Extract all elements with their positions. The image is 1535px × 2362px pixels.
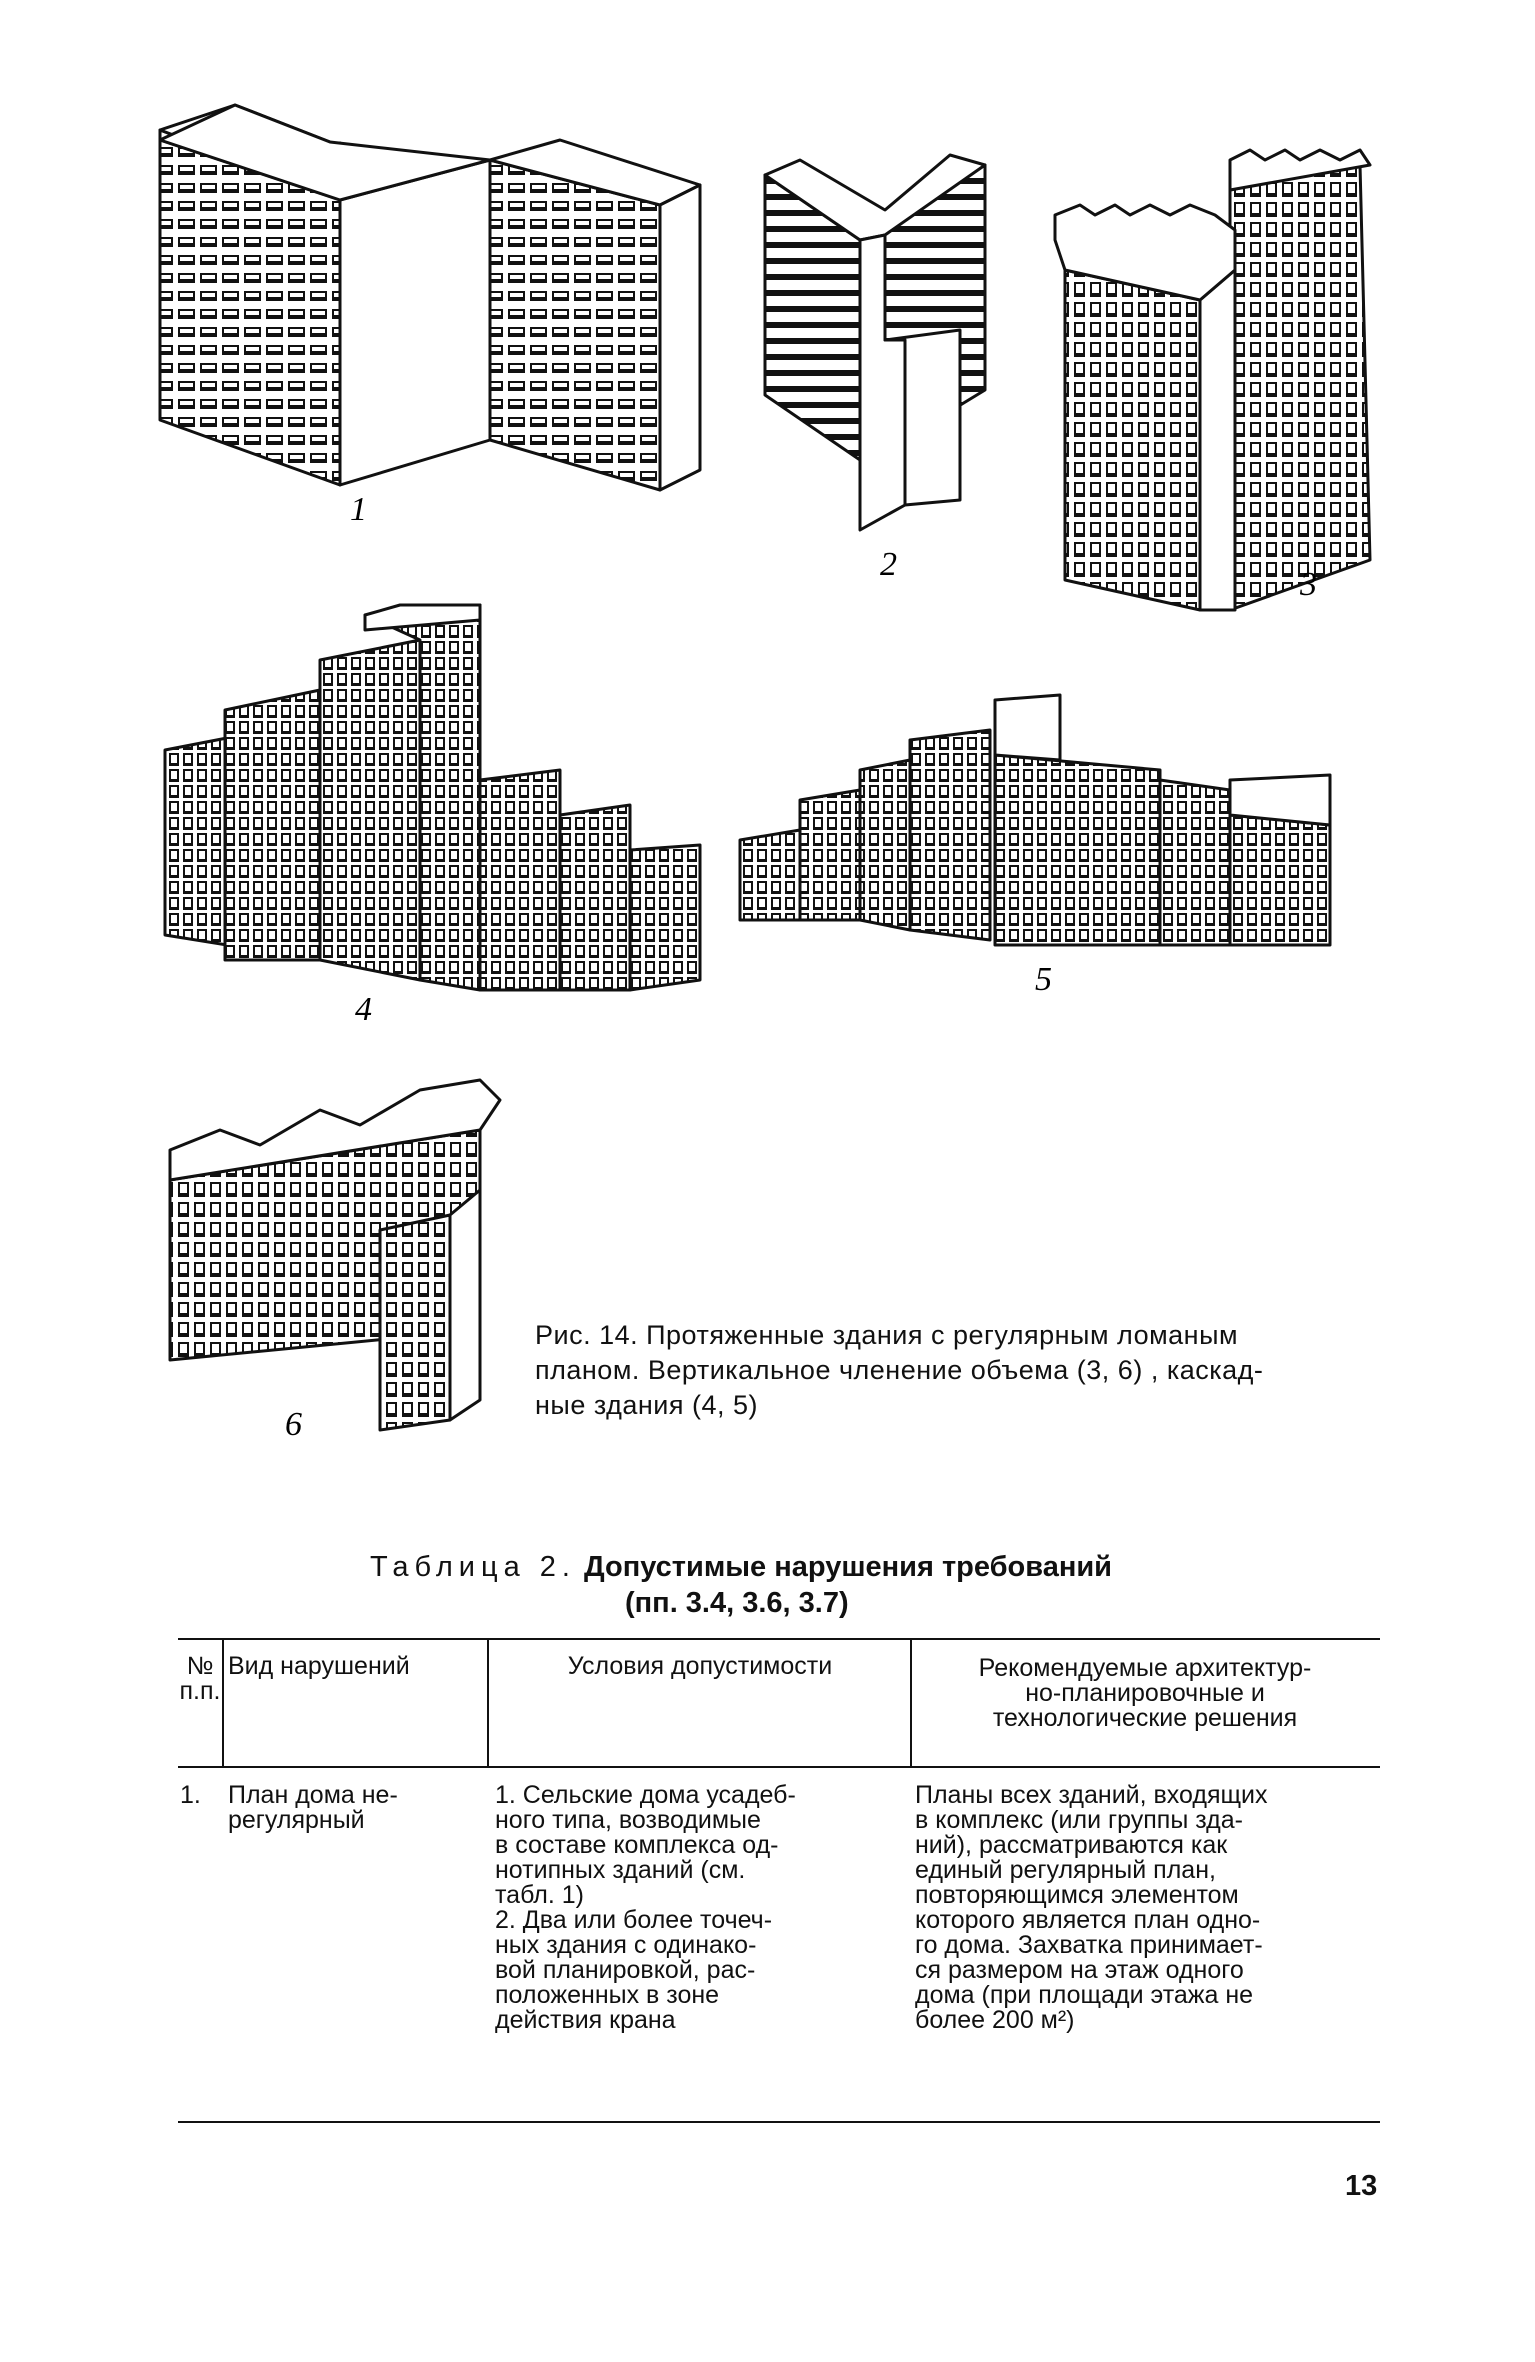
table-header-rule [178, 1766, 1380, 1768]
cell-line: ного типа, возводимые [495, 1806, 761, 1834]
cell-line: ся размером на этаж одного [915, 1956, 1244, 1984]
building-3-drawing [1055, 150, 1370, 610]
building-6-drawing [170, 1080, 500, 1430]
figure-label-1: 1 [350, 491, 367, 528]
table-refs: (пп. 3.4, 3.6, 3.7) [625, 1587, 849, 1619]
cell-line: 2. Два или более точеч- [495, 1906, 773, 1934]
column-divider [222, 1640, 224, 1766]
caption-line: ные здания (4, 5) [535, 1390, 759, 1420]
header-line: Условия допустимости [567, 1652, 833, 1680]
table-bottom-rule [178, 2121, 1380, 2123]
header-line: Вид нарушений [228, 1652, 410, 1680]
cell-line: единый регулярный план, [915, 1856, 1216, 1884]
building-5-drawing [740, 695, 1330, 945]
header-conditions [495, 1654, 905, 1679]
building-4-drawing [165, 605, 700, 990]
cell-line: 1. Сельские дома усадеб- [495, 1781, 796, 1809]
row-type [228, 1783, 483, 1833]
header-type [228, 1654, 483, 1679]
table-top-rule [178, 1638, 1380, 1640]
header-line: № [186, 1652, 214, 1680]
row-conditions [495, 1783, 905, 2033]
cell-line: положенных в зоне [495, 1981, 720, 2009]
building-1-drawing [160, 105, 700, 490]
table-title [370, 1550, 1112, 1619]
caption-line: Рис. 14. Протяженные здания с регулярным ломаным [535, 1320, 1239, 1350]
figure-label-3: 3 [1300, 566, 1317, 603]
header-line: технологические решения [992, 1704, 1298, 1732]
figure-label-6: 6 [285, 1406, 302, 1443]
header-line: но-планировочные и [1025, 1679, 1265, 1707]
cell-line: регулярный [228, 1806, 365, 1834]
cell-line: Планы всех зданий, входящих [915, 1781, 1268, 1809]
caption-line: планом. Вертикальное членение объема (3, 6) , каскад- [535, 1355, 1264, 1385]
header-line: Рекомендуемые архитектур- [978, 1654, 1312, 1682]
building-2-drawing [765, 155, 985, 530]
cell-line: более 200 м²) [915, 2006, 1075, 2034]
row-num-text: 1. [180, 1781, 201, 1809]
header-num [178, 1654, 222, 1704]
cell-line: которого является план одно- [915, 1906, 1261, 1934]
figure-label-4: 4 [355, 991, 372, 1028]
header-line: п.п. [179, 1677, 221, 1705]
column-divider [910, 1640, 912, 1766]
page-number: 13 [1345, 2170, 1378, 2202]
cell-line: повторяющимся элементом [915, 1881, 1239, 1909]
figure-label-5: 5 [1035, 961, 1052, 998]
figure-label-2: 2 [880, 546, 897, 583]
figure-caption [535, 1318, 1415, 1423]
header-solutions [915, 1656, 1375, 1731]
column-divider [487, 1640, 489, 1766]
cell-line: ных здания с одинако- [495, 1931, 757, 1959]
cell-line: дома (при площади этажа не [915, 1981, 1254, 2009]
cell-line: вой планировкой, рас- [495, 1956, 756, 1984]
cell-line: нотипных зданий (см. [495, 1856, 746, 1884]
cell-line: в составе комплекса од- [495, 1831, 779, 1859]
table-caption: Допустимые нарушения требований [584, 1551, 1112, 1583]
cell-line: в комплекс (или группы зда- [915, 1806, 1243, 1834]
row-num [180, 1783, 222, 1808]
table-label: Таблица 2. [370, 1551, 576, 1583]
cell-line: ний), рассматриваются как [915, 1831, 1228, 1859]
cell-line: План дома не- [228, 1781, 398, 1809]
cell-line: действия крана [495, 2006, 676, 2034]
row-solutions [915, 1783, 1375, 2033]
cell-line: табл. 1) [495, 1881, 584, 1909]
cell-line: го дома. Захватка принимает- [915, 1931, 1263, 1959]
